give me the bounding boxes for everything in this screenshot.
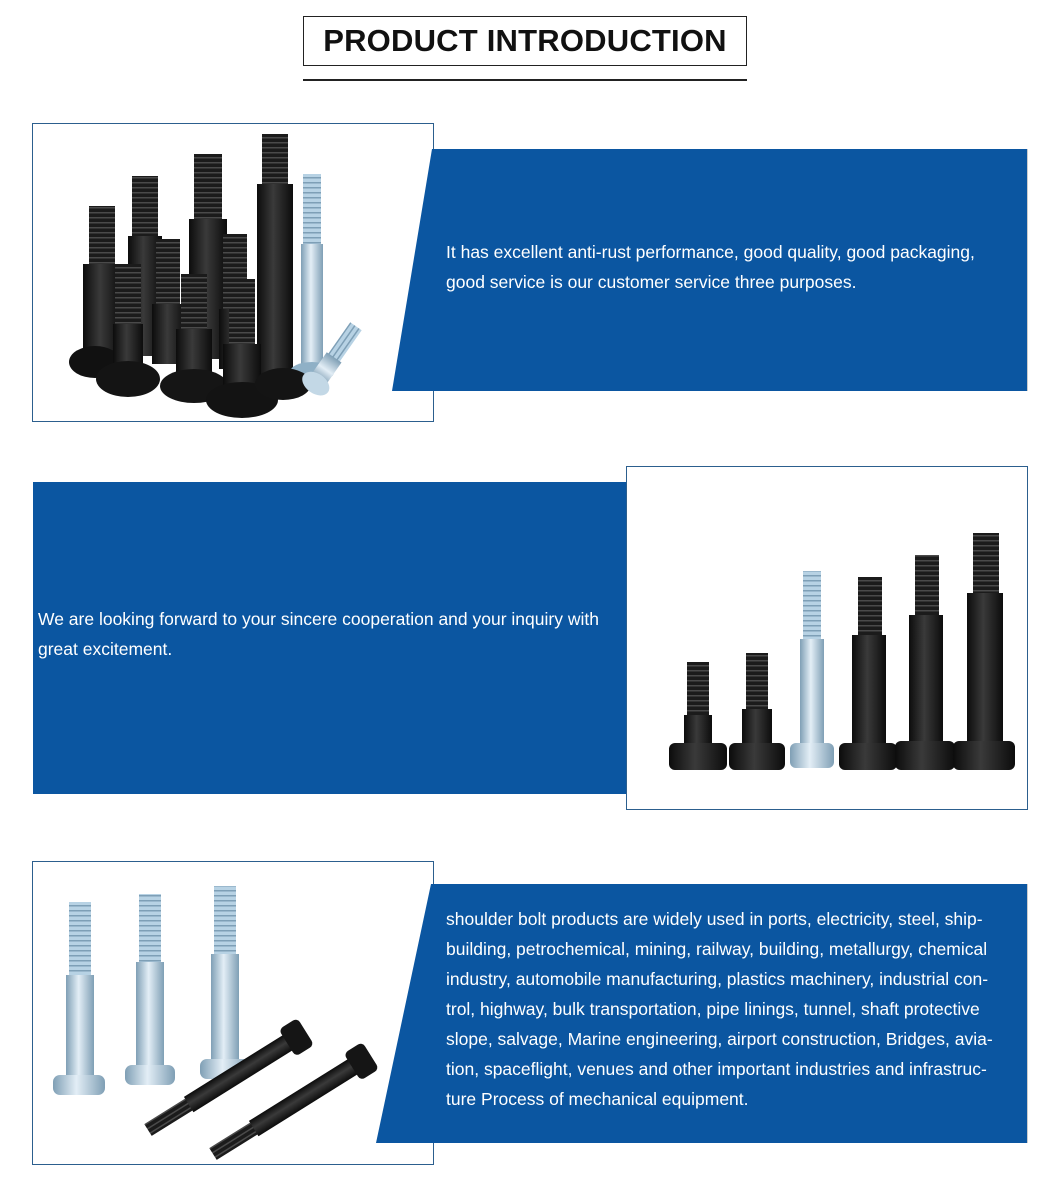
title-underline	[303, 79, 747, 81]
product-photo-3	[32, 861, 434, 1165]
product-photo-1	[32, 123, 434, 422]
black-and-zinc-shoulder-bolts-cluster-icon	[33, 124, 433, 421]
zinc-and-black-bolts-angled-icon	[33, 862, 433, 1164]
section-2-text: We are looking forward to your sincere cooperation and your inquiry with great excitement.	[38, 609, 599, 659]
info-panel-3	[376, 884, 1028, 1143]
product-photo-2	[626, 466, 1028, 810]
shoulder-bolts-row-icon	[627, 467, 1027, 809]
page-title: PRODUCT INTRODUCTION	[303, 16, 747, 66]
section-3-text: shoulder bolt products are widely used in ports, electricity, steel, ship-building, petrochemical, mining, railway, building, metallurgy, chemical industry, automobile manufacturing, plastics machinery, industrial con-trol, highway, bulk transportation, pipe linings, tunnel, shaft protective slope, salvage, Marine engineering, airport construction, Bridges, avia-tion, spaceflight, venues and other important industries and infrastruc-ture Process of mechanical equipment.	[446, 909, 993, 1109]
info-panel-1	[392, 149, 1028, 391]
info-panel-2	[33, 482, 686, 794]
section-1-text: It has excellent anti-rust performance, good quality, good packaging, good service is our customer service three purposes.	[446, 242, 975, 292]
page-title-block	[303, 16, 747, 81]
